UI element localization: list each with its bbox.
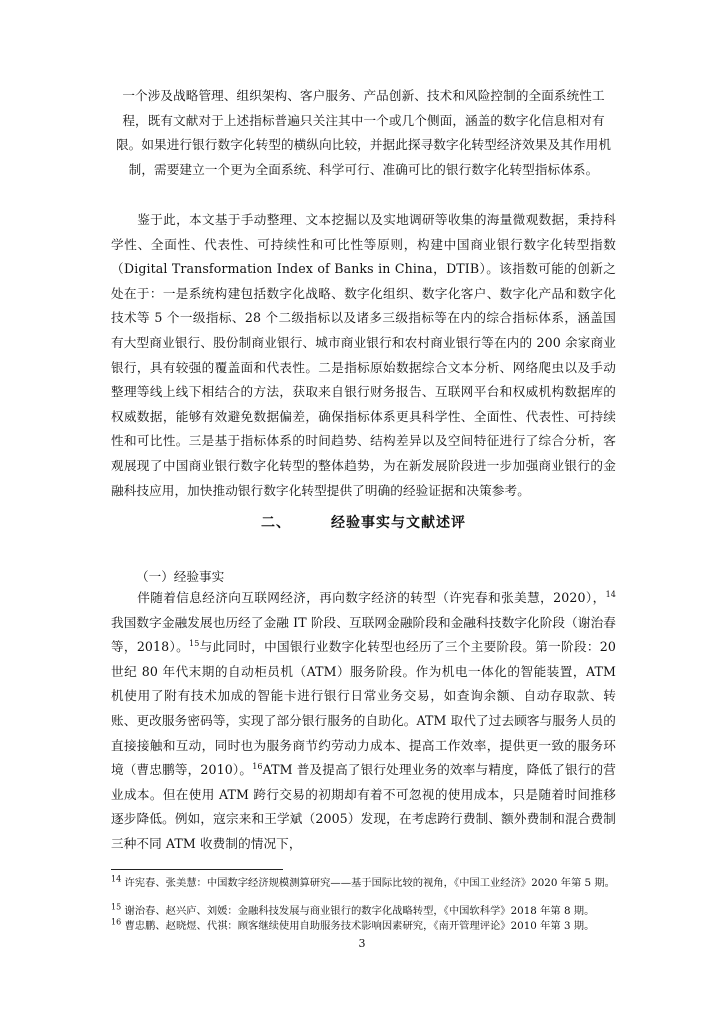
section-number: 二、 (261, 515, 291, 531)
section-heading (111, 512, 616, 532)
footnote-15 (111, 904, 616, 919)
subsection-heading: （一）经验事实 (136, 569, 225, 584)
footnote-divider (111, 869, 283, 870)
intro-line-4: 制，需要建立一个更为全面系统、科学可行、准确可比的银行数字化转型指标体系。 (128, 161, 599, 177)
paragraph-innovation (111, 208, 616, 503)
footnote-ref-15[interactable]: 15 (189, 639, 200, 648)
text-segment-4: ATM 普及提高了银行处理业务的效率与精度，降低了银行的营业成本。但在使用 ATM 跨行交易的初期却有着不可忽视的使用成本，只是随着时间推移逐步降低。例如，寇宗来和王学斌（2005）发现，在考虑跨行费制、额外费制和混合费制三种不同 ATM 收费制的情况下， (111, 762, 616, 851)
footnote-ref-14[interactable]: 14 (605, 589, 616, 599)
intro-line-1: 一个涉及战略管理、组织架构、客户服务、产品创新、技术和风险控制的全面系统性工 (122, 88, 605, 103)
paragraph-innovation-text: 鉴于此，本文基于手动整理、文本挖掘以及实地调研等收集的海量微观数据，秉持科学性、全面性、代表性、可持续性和可比性等原则，构建中国商业银行数字化转型指数（Digital Transformation Index of Banks in China，DTIB）。该指数可能的创新之处在于：一是系统构建包括数字化战略、数字化组织、数字化客户、数字化产品和数字化技术等 5 个一级指标、28 个二级指标以及诸多三级指标等在内的综合指标体系，涵盖国有大型商业银行、股份制商业银行、城市商业银行和农村商业银行等在内的 200 余家商业银行，具有较强的覆盖面和代表性。二是指标原始数据综合文本分析、网络爬虫以及手动整理等线上线下相结合的方法，获取来自银行财务报告、互联网平台和权威机构数据库的权威数据，能够有效避免数据偏差，确保指标体系更具科学性、全面性、代表性、可持续性和可比性。三是基于指标体系的时间趋势、结构差异以及空间特征进行了综合分析，客观展现了中国商业银行数字化转型的整体趋势，为在新发展阶段进一步加强商业银行的金融科技应用，加快推动银行数字化转型提供了明确的经验证据和决策参考。 (111, 212, 616, 498)
intro-line-3: 限。如果进行银行数字化转型的横纵向比较，并据此探寻数字化转型经济效果及其作用机 (115, 137, 612, 153)
page-number: 3 (358, 937, 366, 950)
text-segment-1: 伴随着信息经济向互联网经济，再向数字经济的转型（许宪春和张美慧，2020）， (137, 590, 606, 605)
intro-line-2: 程，既有文献对于上述指标普遍只关注其中一个或几个侧面，涵盖的数字化信息相对有 (122, 112, 605, 128)
footnote-number: 16 (111, 917, 122, 927)
intro-paragraph (111, 84, 616, 182)
text-segment-3: 与此同时，中国银行业数字化转型也经历了三个主要阶段。第一阶段：20 世纪 80 年代末期的自动柜员机（ATM）服务阶段。作为机电一体化的智能装置，ATM 机使用了附有技术加成的智能卡进行银行日常业务交易，如查询余额、自动存取款、转账、更改服务密码等，实现了部分银行服务的自助化。ATM 取代了过去顾客与服务人员的直接接触和互动，同时也为服务商节约劳动力成本、提高工作效率，提供更一致的服务环境（曹忠鹏等，2010）。 (111, 639, 616, 778)
footnote-text: 曹忠鹏、赵晓煜、代祺：顾客继续使用自助服务技术影响因素研究，《南开管理评论》2010 年第 3 期。 (124, 920, 595, 932)
paragraph-empirical-facts (111, 586, 616, 857)
footnote-number: 15 (111, 902, 122, 912)
footnote-text: 许宪春、张美慧：中国数字经济规模测算研究——基于国际比较的视角，《中国工业经济》2020 年第 5 期。 (124, 877, 615, 889)
section-title: 经验事实与文献述评 (331, 515, 466, 531)
text-segment-2: 我国数字金融发展也历经了金融 IT 阶段、互联网金融阶段和金融科技数字化阶段（谢治春等，2018）。 (111, 614, 616, 655)
footnote-16 (111, 919, 616, 934)
footnote-ref-16[interactable]: 16 (252, 761, 263, 771)
footnote-14 (111, 876, 616, 891)
footnote-number: 14 (111, 874, 122, 884)
footnote-text: 谢治春、赵兴庐、刘媛：金融科技发展与商业银行的数字化战略转型，《中国软科学》2018 年第 8 期。 (124, 905, 595, 917)
